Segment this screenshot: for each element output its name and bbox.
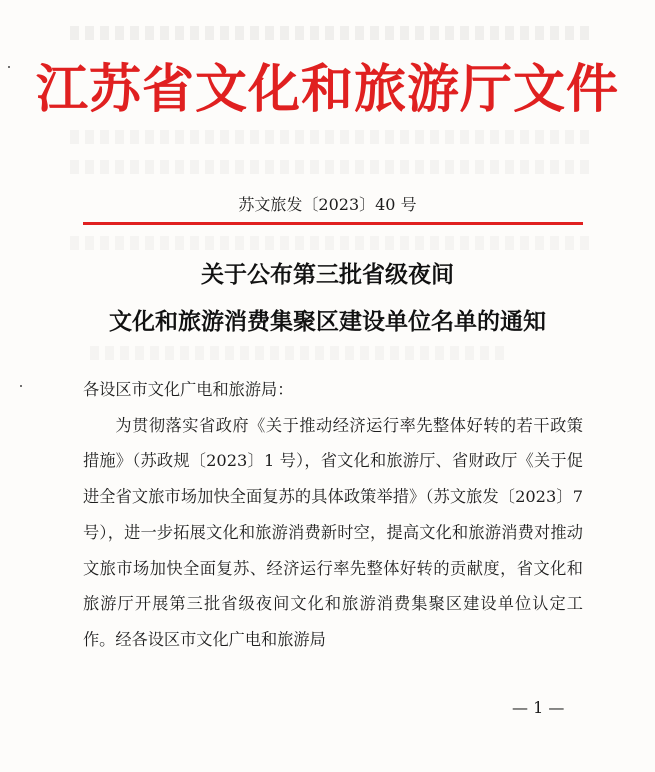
bleed-through-line [70, 160, 590, 174]
red-separator-rule [83, 222, 583, 225]
bleed-through-line [70, 26, 590, 40]
bleed-through-line [70, 130, 590, 144]
bleed-through-line [90, 346, 510, 360]
margin-mark [20, 385, 22, 387]
notice-body [83, 372, 583, 658]
body-paragraph: 为贯彻落实省政府《关于推动经济运行率先整体好转的若干政策措施》（苏政规〔2023〕1 号），省文化和旅游厅、省财政厅《关于促进全省文旅市场加快全面复苏的具体政策举措》（苏文旅发〔2023〕7 号），进一步拓展文化和旅游消费新时空，提高文化和旅游消费对推动文旅市场加快全面复苏、经济运行率先整体好转的贡献度，省文化和旅游厅开展第三批省级夜间文化和旅游消费集聚区建设单位认定工作。经各设区市文化广电和旅游局 [83, 415, 583, 649]
page-number: — 1 — [512, 698, 565, 717]
notice-title-line-1: 关于公布第三批省级夜间 [201, 262, 454, 288]
document-number: 苏文旅发〔2023〕40 号 [238, 195, 417, 214]
bleed-through-line [70, 236, 590, 250]
notice-title-line-2: 文化和旅游消费集聚区建设单位名单的通知 [109, 309, 546, 335]
salutation: 各设区市文化广电和旅游局： [83, 380, 294, 399]
issuer-header-title: 江苏省文化和旅游厅文件 [35, 60, 619, 120]
